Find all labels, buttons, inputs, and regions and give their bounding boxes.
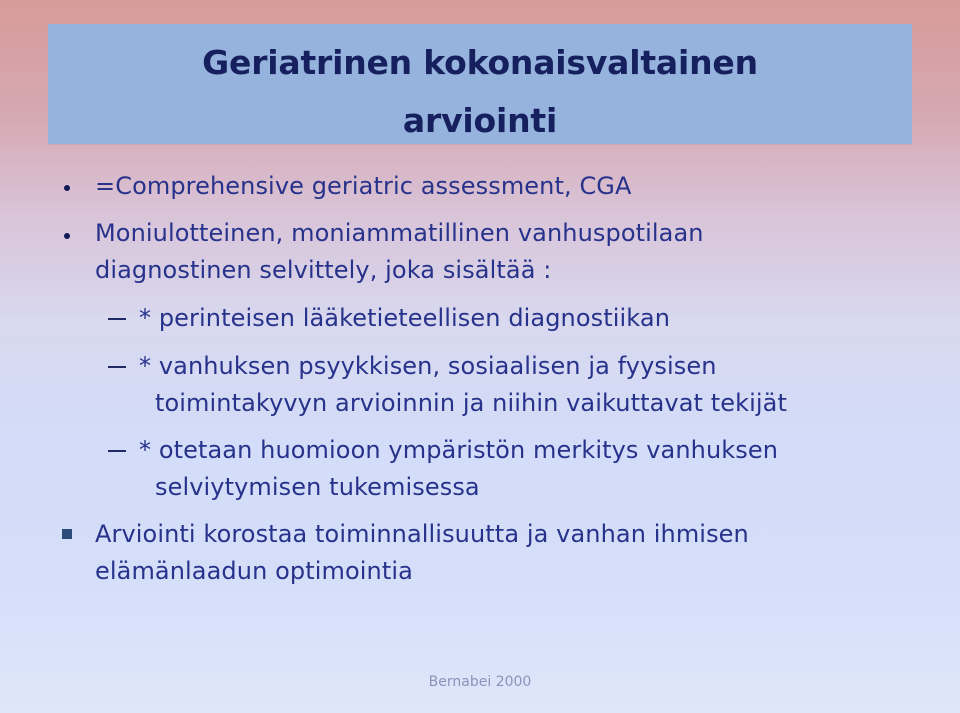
bullet-dash-icon xyxy=(108,318,126,320)
bullet-dot-icon xyxy=(64,233,70,239)
footer-citation: Bernabei 2000 xyxy=(428,674,532,690)
text-line-8: selviytymisen tukemisessa xyxy=(155,473,480,501)
text-line-3: diagnostinen selvittely, joka sisältää : xyxy=(95,256,552,284)
title-line-2: arviointi xyxy=(402,101,558,140)
text-line-10: elämänlaadun optimointia xyxy=(95,557,413,585)
text-line-5: * vanhuksen psyykkisen, sosiaalisen ja fyysisen xyxy=(139,352,717,380)
bullet-dash-icon xyxy=(108,366,126,368)
bullet-dash-icon xyxy=(108,450,126,452)
title-line-1: Geriatrinen kokonaisvaltainen xyxy=(202,43,758,82)
text-line-6: toimintakyvyn arvioinnin ja niihin vaikuttavat tekijät xyxy=(155,389,787,417)
text-line-4: * perinteisen lääketieteellisen diagnostiikan xyxy=(139,304,670,332)
text-line-9: Arviointi korostaa toiminnallisuutta ja vanhan ihmisen xyxy=(95,520,749,548)
text-line-7: * otetaan huomioon ympäristön merkitys vanhuksen xyxy=(139,436,779,464)
text-line-1: =Comprehensive geriatric assessment, CGA xyxy=(95,172,632,200)
bullet-dot-icon xyxy=(64,185,70,191)
text-line-2: Moniulotteinen, moniammatillinen vanhuspotilaan xyxy=(95,219,704,247)
bullet-square-icon xyxy=(62,529,72,539)
